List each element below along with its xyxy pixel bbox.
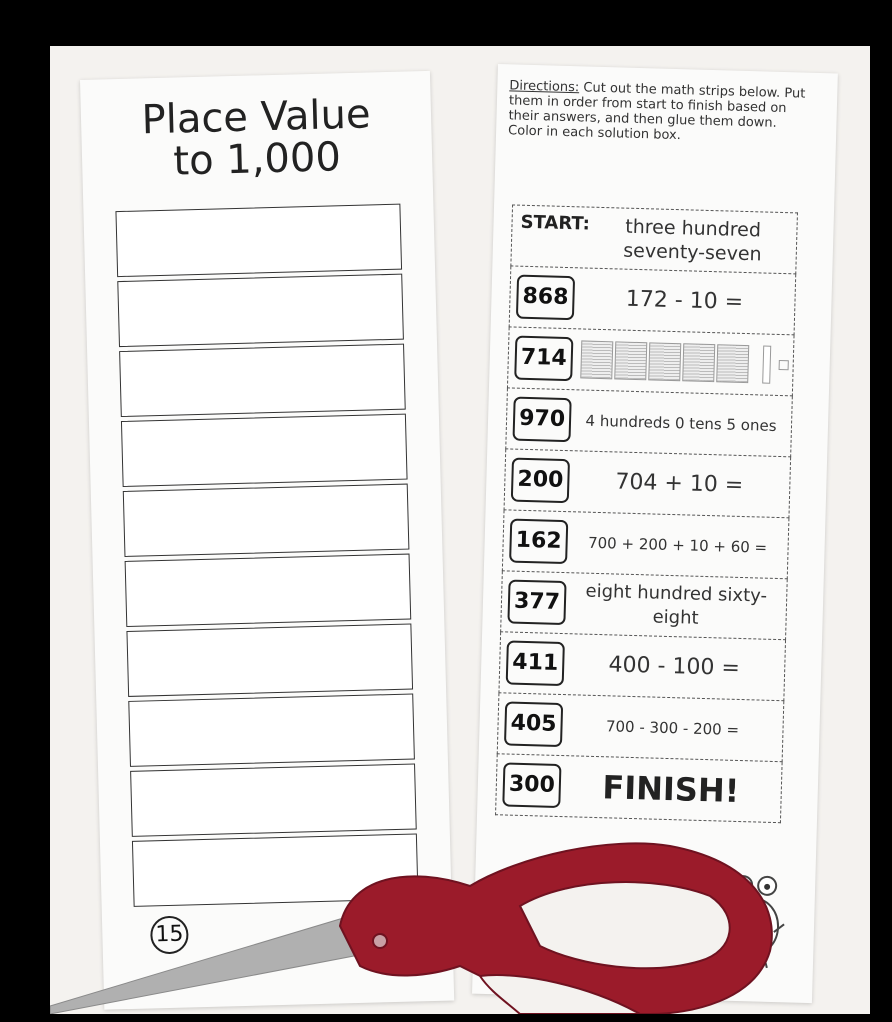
strip-clue: 172 - 10 = — [625, 286, 744, 315]
strip-clue: 704 + 10 = — [615, 469, 744, 499]
strip-answer: 300 — [502, 762, 561, 808]
strip-answer: 868 — [516, 275, 575, 321]
strip-answer: 162 — [509, 519, 568, 565]
start-label: START: — [520, 211, 591, 235]
page-number: 15 — [150, 915, 189, 954]
strip-answer: 405 — [504, 701, 563, 747]
strip-clue: 700 - 300 - 200 = — [605, 717, 740, 739]
strip-clue: 4 hundreds 0 tens 5 ones — [585, 411, 777, 435]
finish-label: FINISH! — [601, 768, 740, 811]
photo — [50, 46, 870, 1014]
sheet-title-line1: Place Value — [141, 91, 372, 144]
photo-frame — [12, 10, 878, 1012]
scissors-icon — [50, 46, 870, 1014]
strip-answer: 200 — [511, 458, 570, 504]
strip-clue: eight hundred sixty-eight — [585, 580, 768, 629]
strip-clue: three hundred seventy-seven — [623, 215, 762, 266]
strip-answer: 377 — [507, 579, 566, 625]
strip-answer: 970 — [512, 397, 571, 443]
strip-answer: 411 — [506, 640, 565, 686]
strip-clue: 400 - 100 = — [608, 652, 741, 681]
sheet-title-line2: to 1,000 — [172, 134, 342, 185]
strip-clue: 700 + 200 + 10 + 60 = — [587, 533, 768, 557]
strip-answer: 714 — [514, 336, 573, 382]
directions-text: Cut out the math strips below. Put them in order from start to finish based on their answers, and then glue them down. Color in each solution box. — [507, 80, 806, 144]
directions-label: Directions: — [509, 78, 580, 96]
